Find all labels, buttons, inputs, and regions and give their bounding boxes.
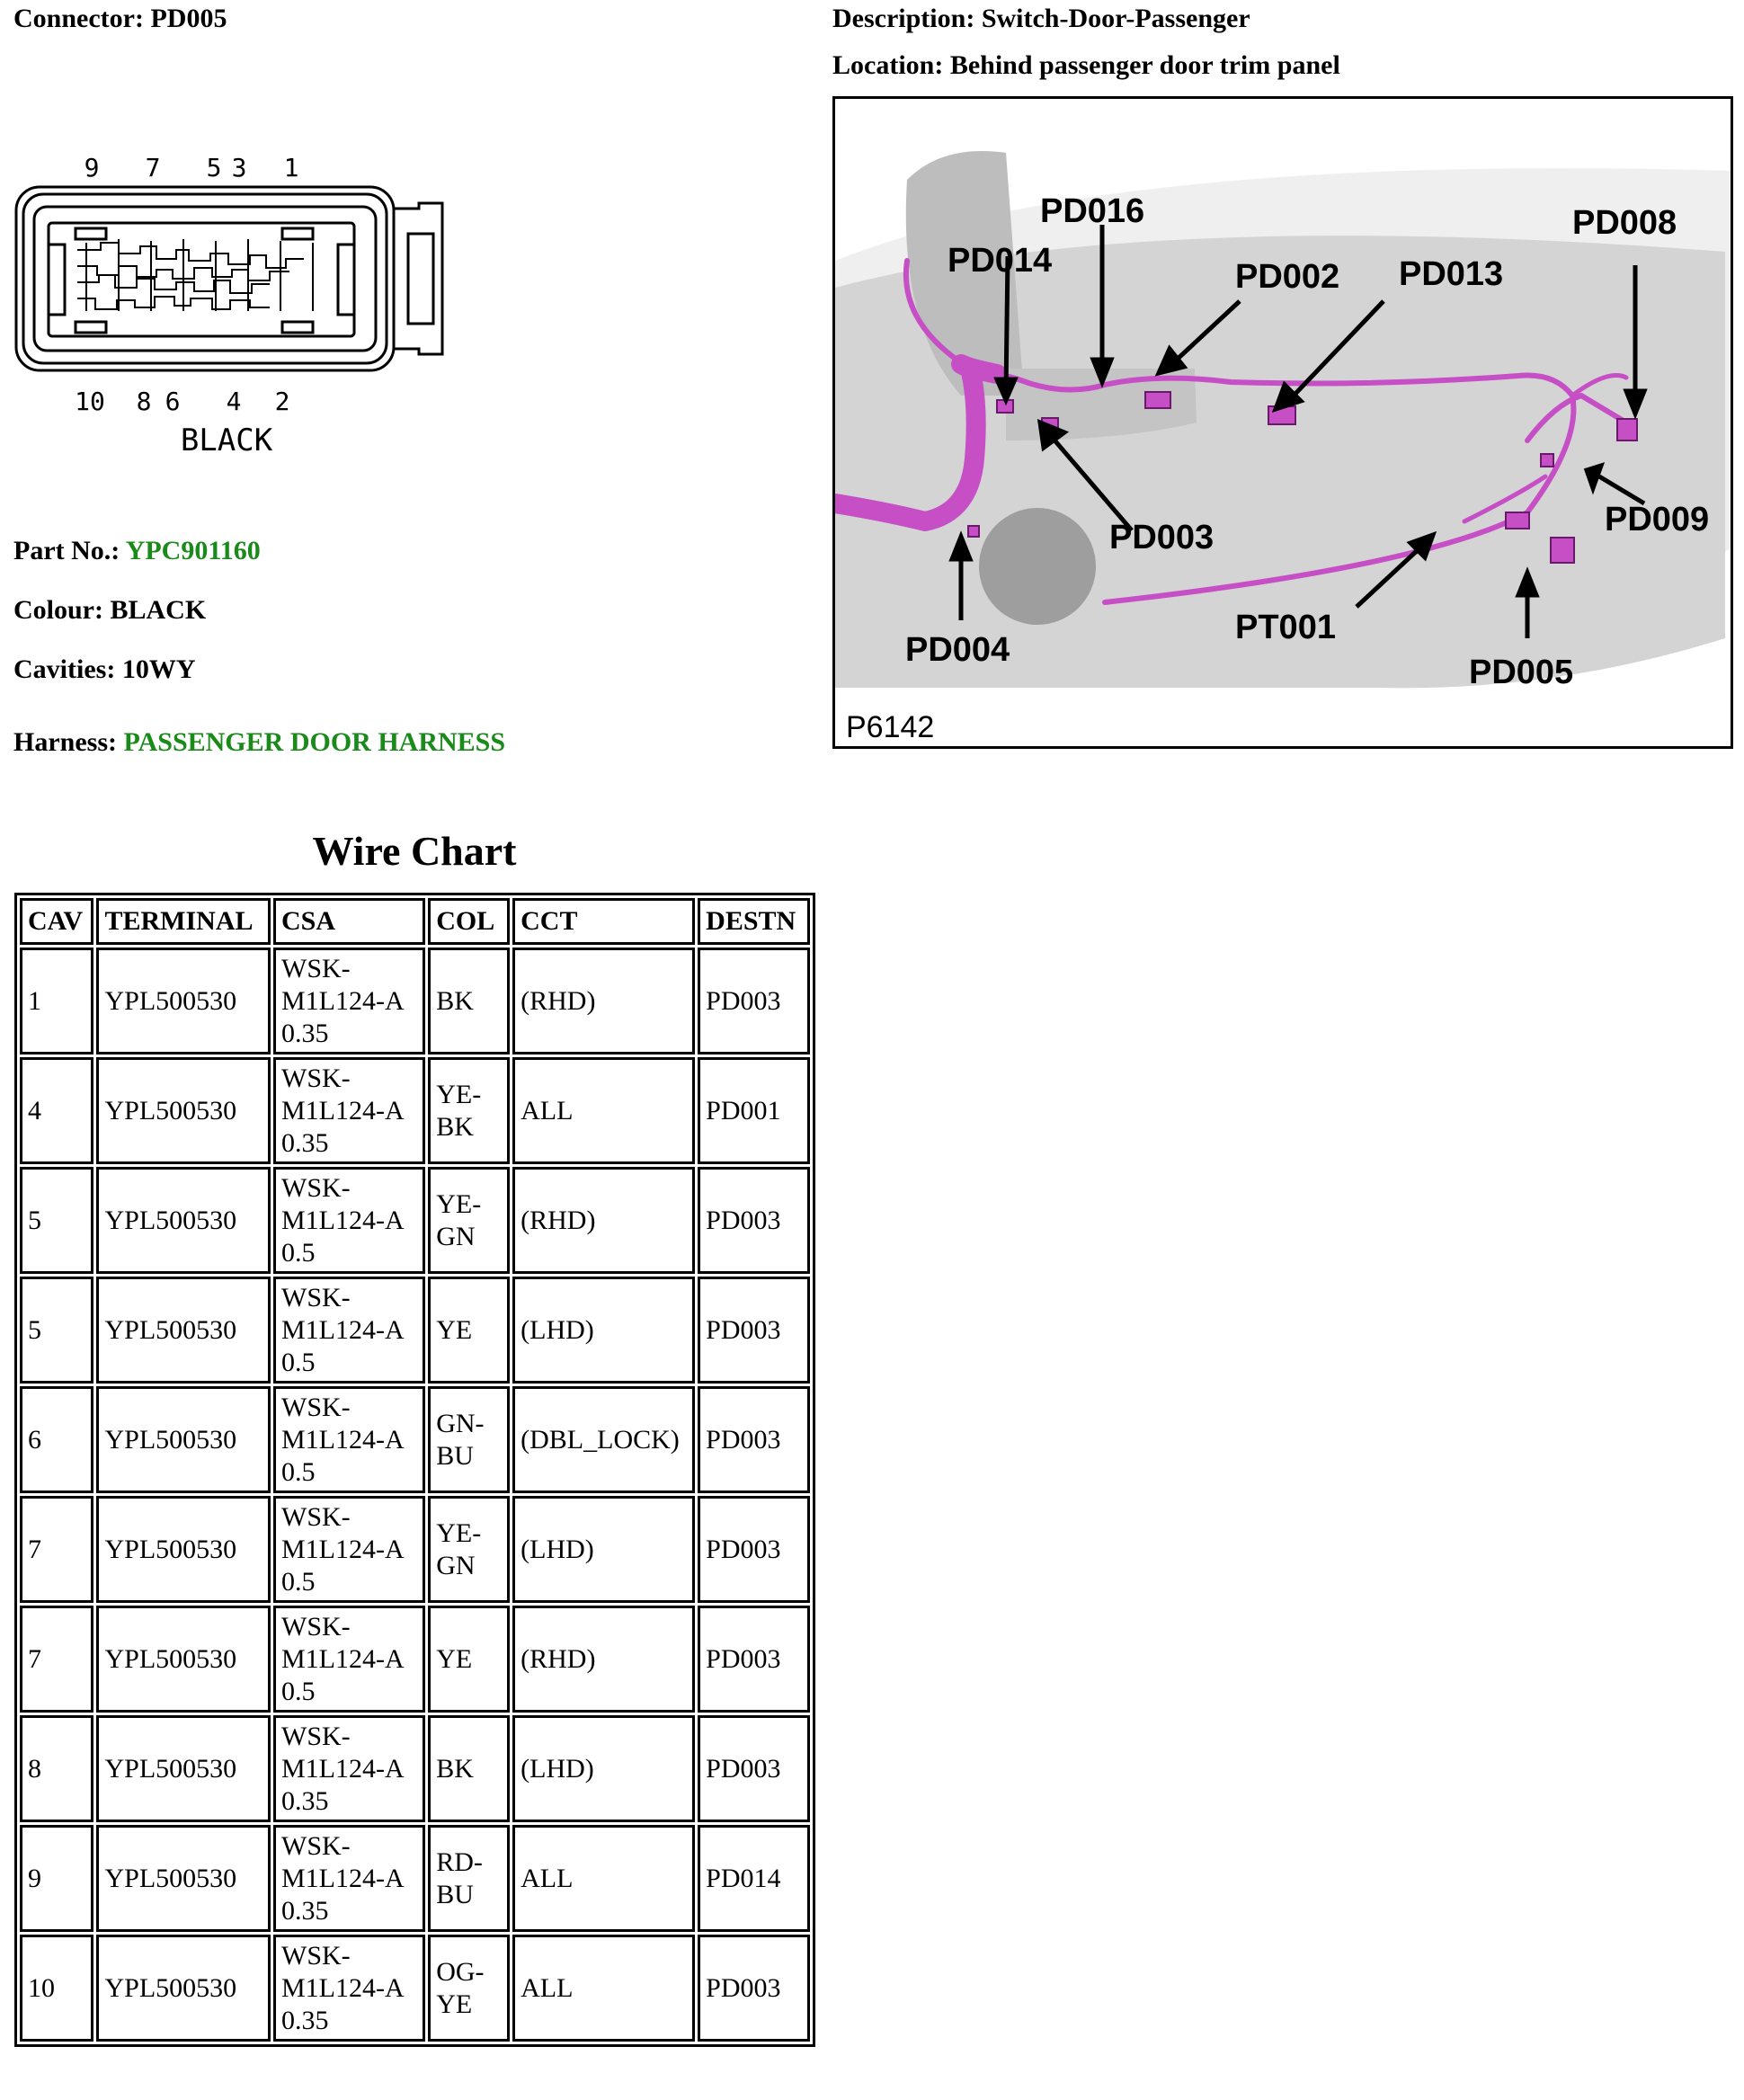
connector-housing [16,187,442,370]
col-cell: BK [428,948,510,1054]
cct-cell: ALL [512,1825,695,1932]
pin-number-bottom: 8 [136,387,152,416]
pin-number-bottom: 2 [274,387,290,416]
column-header-csa: CSA [273,898,425,945]
cav-cell: 1 [20,948,93,1054]
cav-cell: 4 [20,1057,93,1164]
table-row [20,1057,810,1164]
terminal-cell: YPL500530 [96,1825,271,1932]
terminal-cell: YPL500530 [96,948,271,1054]
callout-label: PD008 [1572,204,1677,242]
callout-label: PD013 [1399,255,1504,293]
csa-cell: WSK-M1L124-A 0.5 [273,1496,425,1603]
destn-cell: PD003 [698,1496,810,1603]
csa-cell: WSK-M1L124-A 0.35 [273,1935,425,2042]
table-row [20,1496,810,1603]
cct-cell: (LHD) [512,1277,695,1384]
destn-cell: PD003 [698,1386,810,1493]
terminal-cell: YPL500530 [96,1935,271,2042]
colour-line [13,595,206,626]
destn-cell: PD003 [698,1935,810,2042]
part-number-label: Part No.: [13,536,120,565]
col-cell: YE-GN [428,1167,510,1274]
terminal-cell: YPL500530 [96,1167,271,1274]
col-cell: YE-BK [428,1057,510,1164]
table-row [20,1606,810,1713]
pin-number-bottom: 4 [226,387,242,416]
column-header-col: COL [428,898,510,945]
cct-cell: (RHD) [512,1606,695,1713]
csa-cell: WSK-M1L124-A 0.35 [273,1057,425,1164]
pin-number-top: 1 [283,153,299,182]
description-heading [832,4,1250,34]
col-cell: YE-GN [428,1496,510,1603]
terminal-cell: YPL500530 [96,1057,271,1164]
location-label: Location: [832,50,944,80]
cavities-value: 10WY [121,654,196,684]
connector-color-label: BLACK [180,423,273,457]
column-header-cav: CAV [20,898,93,945]
callout-label: PD003 [1109,519,1215,556]
cct-cell: (LHD) [512,1715,695,1822]
col-cell: GN-BU [428,1386,510,1493]
colour-label: Colour: [13,595,103,625]
cav-cell: 7 [20,1496,93,1603]
csa-cell: WSK-M1L124-A 0.5 [273,1606,425,1713]
terminal-cell: YPL500530 [96,1386,271,1493]
cav-cell: 7 [20,1606,93,1713]
terminal-cell: YPL500530 [96,1606,271,1713]
cavities-label: Cavities: [13,654,116,684]
csa-cell: WSK-M1L124-A 0.5 [273,1167,425,1274]
cct-cell: ALL [512,1057,695,1164]
connector-label: Connector: [13,4,144,33]
callout-label: PD009 [1605,501,1710,538]
col-cell: YE [428,1277,510,1384]
callout-label: PD004 [905,631,1010,669]
csa-cell: WSK-M1L124-A 0.5 [273,1277,425,1384]
col-cell: YE [428,1606,510,1713]
destn-cell: PD014 [698,1825,810,1932]
cav-cell: 9 [20,1825,93,1932]
destn-cell: PD003 [698,1167,810,1274]
wire-chart-title: Wire Chart [312,828,517,874]
terminal-cell: YPL500530 [96,1715,271,1822]
terminal-cell: YPL500530 [96,1496,271,1603]
cavities-line [13,654,195,685]
table-row [20,1935,810,2042]
callout-label: PD016 [1040,192,1145,230]
cav-cell: 5 [20,1277,93,1384]
location-heading [832,50,1340,81]
col-cell: OG-YE [428,1935,510,2042]
table-row [20,1825,810,1932]
cav-cell: 10 [20,1935,93,2042]
destn-cell: PD003 [698,1715,810,1822]
part-number-line [13,536,261,566]
harness-link[interactable]: PASSENGER DOOR HARNESS [123,727,506,757]
figure-id: P6142 [846,710,935,744]
door-harness-illustration [835,99,1731,746]
csa-cell: WSK-M1L124-A 0.35 [273,1715,425,1822]
col-cell: BK [428,1715,510,1822]
cav-cell: 8 [20,1715,93,1822]
location-diagram [832,96,1733,749]
destn-cell: PD003 [698,1277,810,1384]
cct-cell: (DBL_LOCK) [512,1386,695,1493]
part-number-link[interactable]: YPC901160 [125,536,261,565]
csa-cell: WSK-M1L124-A 0.5 [273,1386,425,1493]
description-label: Description: [832,4,975,33]
column-header-cct: CCT [512,898,695,945]
callout-label: PD014 [948,242,1053,280]
connector-face-diagram [13,151,453,457]
column-header-destn: DESTN [698,898,810,945]
callout-label: PD005 [1469,654,1574,691]
table-row [20,1715,810,1822]
wire-chart-table [14,893,815,2047]
cct-cell: (RHD) [512,948,695,1054]
pin-number-top: 5 [206,153,222,182]
csa-cell: WSK-M1L124-A 0.35 [273,1825,425,1932]
destn-cell: PD003 [698,948,810,1054]
colour-value: BLACK [110,595,207,625]
cct-cell: (RHD) [512,1167,695,1274]
destn-cell: PD001 [698,1057,810,1164]
destn-cell: PD003 [698,1606,810,1713]
harness-line [13,727,505,758]
cct-cell: (LHD) [512,1496,695,1603]
pin-number-top: 9 [84,153,100,182]
connector-heading [13,4,227,34]
column-header-terminal: TERMINAL [96,898,271,945]
table-row [20,948,810,1054]
pin-number-top: 7 [145,153,161,182]
location-value: Behind passenger door trim panel [949,50,1340,80]
wire-chart-body [20,948,810,2042]
csa-cell: WSK-M1L124-A 0.35 [273,948,425,1054]
connector-value: PD005 [150,4,227,33]
table-row [20,1386,810,1493]
callout-label: PD002 [1235,258,1340,296]
table-row [20,1167,810,1274]
terminal-cell: YPL500530 [96,1277,271,1384]
pin-number-bottom: 6 [165,387,181,416]
description-value: Switch-Door-Passenger [981,4,1250,33]
pin-number-bottom: 10 [75,387,105,416]
cav-cell: 6 [20,1386,93,1493]
callout-label: PT001 [1235,609,1336,646]
harness-label: Harness: [13,727,117,757]
cav-cell: 5 [20,1167,93,1274]
table-row [20,1277,810,1384]
col-cell: RD-BU [428,1825,510,1932]
connector-terminal-cavities [77,239,313,311]
pin-number-top: 3 [231,153,247,182]
cct-cell: ALL [512,1935,695,2042]
table-header-row [20,898,810,945]
